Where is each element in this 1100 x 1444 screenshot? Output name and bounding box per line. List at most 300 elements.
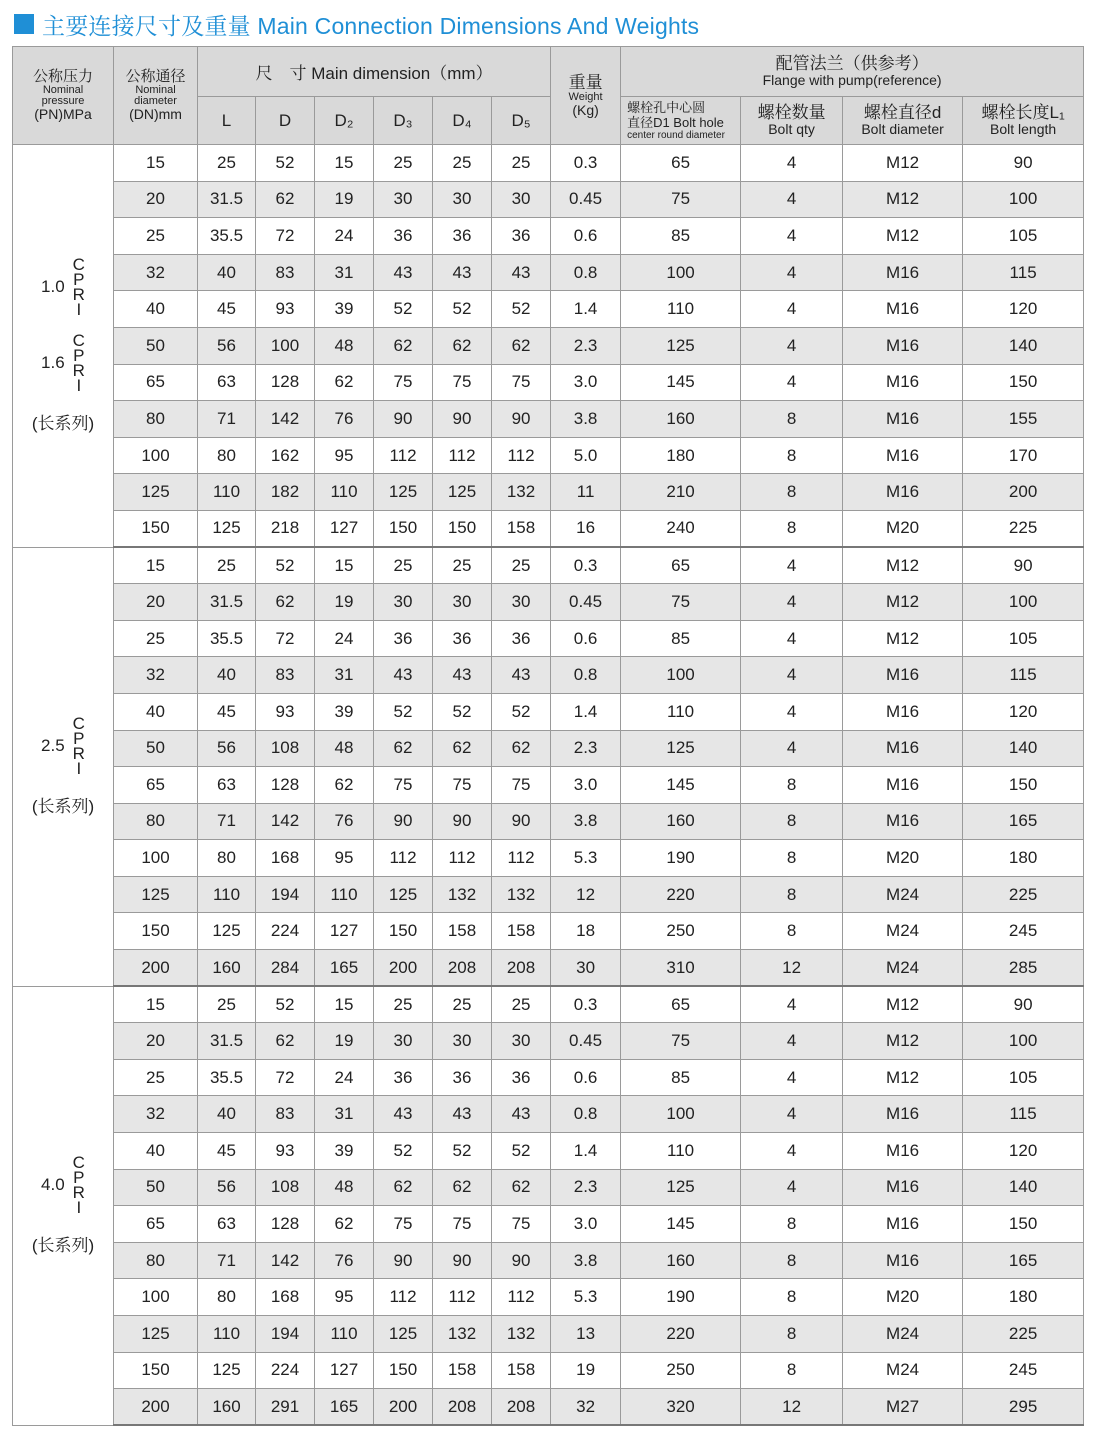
- table-row: [13, 1096, 1084, 1133]
- pressure-code-letter: C: [72, 331, 85, 351]
- table-cell: 3.8: [551, 803, 621, 840]
- table-cell: M16: [843, 767, 963, 804]
- table-cell: 110: [198, 876, 256, 913]
- table-cell: 40: [114, 291, 198, 328]
- table-cell: 110: [315, 1316, 374, 1353]
- table-cell: 4: [741, 584, 843, 621]
- table-cell: 100: [963, 181, 1084, 218]
- table-cell: 158: [492, 1352, 551, 1389]
- pressure-value: 4.0: [41, 1175, 65, 1195]
- table-cell: 284: [256, 950, 315, 987]
- table-cell: 224: [256, 1352, 315, 1389]
- header-boltlen-en: Bolt length: [990, 121, 1057, 137]
- table-cell: 8: [741, 803, 843, 840]
- table-cell: 0.3: [551, 986, 621, 1023]
- header-bolthole-cn1: 螺栓孔中心圆: [627, 100, 706, 115]
- table-cell: 71: [198, 1242, 256, 1279]
- table-row: [13, 401, 1084, 438]
- table-cell: 100: [621, 254, 741, 291]
- table-cell: 19: [315, 181, 374, 218]
- table-cell: 19: [551, 1352, 621, 1389]
- header-bolthole-cn2: 直径D1 Bolt hole: [627, 115, 724, 130]
- pressure-group: [13, 1155, 113, 1256]
- table-cell: M12: [843, 584, 963, 621]
- table-cell: 45: [198, 1133, 256, 1170]
- table-cell: 8: [741, 437, 843, 474]
- table-cell: 52: [374, 693, 433, 730]
- table-cell: 125: [114, 1316, 198, 1353]
- table-cell: 85: [621, 218, 741, 255]
- table-cell: 190: [621, 840, 741, 877]
- table-cell: 85: [621, 620, 741, 657]
- table-cell: 200: [114, 950, 198, 987]
- table-cell: 0.8: [551, 1096, 621, 1133]
- table-cell: 160: [621, 803, 741, 840]
- header-dn-unit: (DN)mm: [129, 106, 182, 122]
- table-cell: 75: [621, 1023, 741, 1060]
- table-cell: M12: [843, 620, 963, 657]
- title-bar: [14, 8, 699, 40]
- table-cell: 25: [198, 986, 256, 1023]
- table-cell: 12: [551, 876, 621, 913]
- table-cell: 52: [433, 291, 492, 328]
- header-pn-en1: Nominal: [42, 84, 84, 96]
- table-cell: 125: [621, 730, 741, 767]
- table-cell: 45: [198, 291, 256, 328]
- table-row: [13, 474, 1084, 511]
- table-cell: 0.3: [551, 145, 621, 182]
- table-cell: 15: [114, 547, 198, 584]
- table-cell: M16: [843, 1169, 963, 1206]
- table-cell: 31: [315, 1096, 374, 1133]
- series-label: (长系列): [31, 1236, 95, 1256]
- table-cell: 225: [963, 1316, 1084, 1353]
- table-cell: 76: [315, 803, 374, 840]
- table-cell: 36: [433, 218, 492, 255]
- header-boltlen-cn: 螺栓长度L₁: [981, 103, 1065, 122]
- table-cell: M16: [843, 291, 963, 328]
- table-cell: 95: [315, 1279, 374, 1316]
- table-cell: 285: [963, 950, 1084, 987]
- table-cell: 85: [621, 1059, 741, 1096]
- pressure-code: [72, 255, 85, 320]
- table-cell: 194: [256, 876, 315, 913]
- table-cell: 225: [963, 876, 1084, 913]
- table-cell: 52: [492, 1133, 551, 1170]
- table-row: [13, 1023, 1084, 1060]
- table-cell: 62: [433, 327, 492, 364]
- table-cell: 40: [114, 1133, 198, 1170]
- table-cell: 115: [963, 254, 1084, 291]
- table-cell: M16: [843, 803, 963, 840]
- table-cell: 0.45: [551, 181, 621, 218]
- table-cell: 62: [492, 1169, 551, 1206]
- table-cell: 4: [741, 181, 843, 218]
- table-cell: 112: [374, 1279, 433, 1316]
- table-cell: 125: [433, 474, 492, 511]
- table-cell: 52: [374, 291, 433, 328]
- table-cell: 2.3: [551, 327, 621, 364]
- table-cell: 160: [621, 1242, 741, 1279]
- table-cell: 80: [198, 840, 256, 877]
- table-cell: 4: [741, 327, 843, 364]
- table-cell: 150: [963, 767, 1084, 804]
- table-cell: 110: [621, 1133, 741, 1170]
- table-cell: 12: [741, 950, 843, 987]
- table-cell: 30: [374, 1023, 433, 1060]
- table-cell: 40: [198, 1096, 256, 1133]
- table-row: [13, 913, 1084, 950]
- table-cell: 90: [433, 401, 492, 438]
- table-body: [13, 145, 1084, 1426]
- table-cell: M12: [843, 1023, 963, 1060]
- header-flange-en: Flange with pump(reference): [762, 72, 942, 88]
- table-cell: 25: [198, 145, 256, 182]
- table-cell: 4: [741, 620, 843, 657]
- table-cell: 43: [492, 657, 551, 694]
- table-cell: 8: [741, 1242, 843, 1279]
- table-cell: M12: [843, 145, 963, 182]
- table-cell: M20: [843, 840, 963, 877]
- table-cell: 35.5: [198, 218, 256, 255]
- table-cell: 80: [114, 1242, 198, 1279]
- header-boltqty-en: Bolt qty: [768, 121, 815, 137]
- table-cell: 71: [198, 401, 256, 438]
- table-cell: 62: [433, 730, 492, 767]
- table-cell: 8: [741, 876, 843, 913]
- table-cell: 158: [433, 913, 492, 950]
- header-flange: [621, 47, 1084, 97]
- table-cell: 36: [492, 218, 551, 255]
- table-cell: 75: [374, 364, 433, 401]
- header-nominal-pressure: [13, 47, 114, 145]
- table-cell: 32: [114, 657, 198, 694]
- table-cell: 25: [114, 620, 198, 657]
- pressure-value: 1.6: [41, 353, 65, 373]
- header-bolt-length: [963, 97, 1084, 145]
- table-row: [13, 1389, 1084, 1426]
- table-cell: 75: [374, 1206, 433, 1243]
- table-cell: 75: [621, 181, 741, 218]
- table-row: [13, 218, 1084, 255]
- table-cell: 36: [433, 620, 492, 657]
- table-cell: 250: [621, 1352, 741, 1389]
- table-cell: 90: [963, 986, 1084, 1023]
- table-cell: 8: [741, 401, 843, 438]
- table-cell: 90: [374, 803, 433, 840]
- pressure-group: [13, 257, 113, 434]
- header-pn-unit: (PN)MPa: [34, 106, 92, 122]
- table-cell: 52: [256, 145, 315, 182]
- table-cell: M24: [843, 876, 963, 913]
- table-cell: 132: [433, 876, 492, 913]
- table-cell: 25: [114, 218, 198, 255]
- pressure-code-letter: P: [73, 270, 85, 290]
- table-cell: 142: [256, 401, 315, 438]
- table-cell: 52: [433, 693, 492, 730]
- table-cell: 50: [114, 730, 198, 767]
- table-cell: 4: [741, 218, 843, 255]
- table-cell: 36: [374, 218, 433, 255]
- table-row: [13, 1206, 1084, 1243]
- table-cell: M20: [843, 510, 963, 547]
- table-cell: M12: [843, 547, 963, 584]
- table-cell: 50: [114, 1169, 198, 1206]
- table-cell: 224: [256, 913, 315, 950]
- pressure-line: [41, 331, 85, 396]
- table-cell: 25: [374, 547, 433, 584]
- table-cell: 30: [492, 1023, 551, 1060]
- table-cell: M16: [843, 1133, 963, 1170]
- table-row: [13, 1133, 1084, 1170]
- table-cell: 20: [114, 181, 198, 218]
- table-row: [13, 1242, 1084, 1279]
- table-row: [13, 1316, 1084, 1353]
- table-cell: 8: [741, 1316, 843, 1353]
- table-cell: 80: [198, 437, 256, 474]
- table-row: [13, 767, 1084, 804]
- table-cell: 250: [621, 913, 741, 950]
- pressure-code-letter: I: [76, 376, 82, 396]
- table-cell: 95: [315, 840, 374, 877]
- table-cell: 150: [114, 510, 198, 547]
- series-label: (长系列): [31, 414, 95, 434]
- header-boltdia-cn: 螺栓直径d: [863, 103, 942, 122]
- table-cell: 36: [492, 620, 551, 657]
- table-cell: 62: [315, 1206, 374, 1243]
- table-cell: 4: [741, 145, 843, 182]
- table-cell: 125: [114, 876, 198, 913]
- table-cell: 168: [256, 1279, 315, 1316]
- table-cell: 165: [315, 1389, 374, 1426]
- table-cell: M16: [843, 364, 963, 401]
- table-cell: 220: [621, 876, 741, 913]
- table-cell: 43: [433, 1096, 492, 1133]
- table-cell: 40: [198, 657, 256, 694]
- table-cell: 63: [198, 1206, 256, 1243]
- table-cell: 0.6: [551, 1059, 621, 1096]
- table-cell: 31.5: [198, 181, 256, 218]
- header-weight: [551, 47, 621, 145]
- table-cell: 100: [114, 840, 198, 877]
- table-cell: 24: [315, 620, 374, 657]
- table-cell: 56: [198, 327, 256, 364]
- table-cell: 62: [492, 730, 551, 767]
- table-cell: M16: [843, 1096, 963, 1133]
- table-cell: 62: [492, 327, 551, 364]
- table-cell: 208: [492, 950, 551, 987]
- table-cell: M16: [843, 327, 963, 364]
- table-cell: M24: [843, 913, 963, 950]
- table-cell: 31.5: [198, 584, 256, 621]
- table-cell: M16: [843, 730, 963, 767]
- table-cell: 200: [374, 1389, 433, 1426]
- table-row: [13, 291, 1084, 328]
- table-cell: 25: [374, 986, 433, 1023]
- table-row: [13, 1352, 1084, 1389]
- table-row: [13, 876, 1084, 913]
- table-cell: 165: [963, 1242, 1084, 1279]
- table-cell: 115: [963, 1096, 1084, 1133]
- table-cell: M24: [843, 950, 963, 987]
- table-cell: 145: [621, 1206, 741, 1243]
- table-cell: 25: [433, 145, 492, 182]
- header-bolt-diameter: [843, 97, 963, 145]
- table-cell: 108: [256, 730, 315, 767]
- header-col-L: L: [198, 97, 256, 145]
- table-cell: 3.8: [551, 401, 621, 438]
- table-cell: 25: [433, 547, 492, 584]
- table-cell: 295: [963, 1389, 1084, 1426]
- table-cell: 32: [114, 254, 198, 291]
- table-cell: 3.0: [551, 364, 621, 401]
- table-cell: 90: [492, 1242, 551, 1279]
- table-cell: 65: [114, 767, 198, 804]
- table-cell: 180: [963, 840, 1084, 877]
- header-col-D5: D₅: [492, 97, 551, 145]
- pressure-line: [41, 1153, 85, 1218]
- header-flange-cn: 配管法兰（供参考）: [775, 54, 929, 73]
- table-cell: 15: [114, 986, 198, 1023]
- table-row: [13, 510, 1084, 547]
- table-cell: 11: [551, 474, 621, 511]
- pressure-line: [41, 714, 85, 779]
- table-cell: 63: [198, 364, 256, 401]
- table-cell: 40: [198, 254, 256, 291]
- table-cell: 190: [621, 1279, 741, 1316]
- table-cell: 127: [315, 913, 374, 950]
- table-cell: 4: [741, 1059, 843, 1096]
- table-cell: 39: [315, 291, 374, 328]
- table-cell: 52: [256, 547, 315, 584]
- table-cell: 8: [741, 1206, 843, 1243]
- table-cell: 110: [315, 474, 374, 511]
- table-cell: 160: [198, 1389, 256, 1426]
- table-cell: 128: [256, 1206, 315, 1243]
- table-cell: 25: [492, 145, 551, 182]
- table-cell: 13: [551, 1316, 621, 1353]
- table-cell: M24: [843, 1316, 963, 1353]
- table-cell: 4: [741, 730, 843, 767]
- table-cell: 75: [492, 364, 551, 401]
- table-cell: 90: [963, 145, 1084, 182]
- table-cell: 3.0: [551, 1206, 621, 1243]
- table-cell: M27: [843, 1389, 963, 1426]
- table-row: [13, 730, 1084, 767]
- pressure-code: [72, 331, 85, 396]
- page-title: 主要连接尺寸及重量 Main Connection Dimensions And Weights: [42, 12, 700, 39]
- table-cell: 140: [963, 730, 1084, 767]
- table-cell: M16: [843, 1242, 963, 1279]
- table-cell: 43: [374, 657, 433, 694]
- table-cell: 150: [374, 1352, 433, 1389]
- table-cell: 150: [433, 510, 492, 547]
- table-cell: M16: [843, 401, 963, 438]
- table-cell: 165: [315, 950, 374, 987]
- table-cell: 120: [963, 291, 1084, 328]
- pressure-value: 1.0: [41, 277, 65, 297]
- table-cell: M16: [843, 254, 963, 291]
- header-col-D2: D₂: [315, 97, 374, 145]
- table-cell: 75: [621, 584, 741, 621]
- table-cell: 15: [315, 986, 374, 1023]
- table-cell: 200: [963, 474, 1084, 511]
- table-cell: 62: [256, 181, 315, 218]
- table-cell: 142: [256, 803, 315, 840]
- table-cell: 45: [198, 693, 256, 730]
- table-cell: 75: [374, 767, 433, 804]
- pressure-code-letter: P: [73, 346, 85, 366]
- table-cell: 1.4: [551, 1133, 621, 1170]
- pressure-code-letter: R: [72, 744, 85, 764]
- table-row: [13, 584, 1084, 621]
- table-cell: 140: [963, 1169, 1084, 1206]
- table-cell: 180: [621, 437, 741, 474]
- table-cell: 83: [256, 1096, 315, 1133]
- table-cell: 145: [621, 364, 741, 401]
- table-cell: 245: [963, 1352, 1084, 1389]
- table-cell: 145: [621, 767, 741, 804]
- table-cell: 90: [374, 401, 433, 438]
- table-cell: 56: [198, 730, 256, 767]
- table-cell: 220: [621, 1316, 741, 1353]
- table-cell: 65: [621, 145, 741, 182]
- table-cell: 150: [963, 1206, 1084, 1243]
- table-cell: 75: [433, 1206, 492, 1243]
- table-cell: 0.6: [551, 620, 621, 657]
- table-cell: 36: [374, 1059, 433, 1096]
- table-cell: 162: [256, 437, 315, 474]
- table-cell: 48: [315, 1169, 374, 1206]
- table-cell: 30: [374, 584, 433, 621]
- table-cell: 110: [621, 291, 741, 328]
- table-cell: 72: [256, 620, 315, 657]
- table-cell: 90: [433, 1242, 492, 1279]
- table-cell: 72: [256, 218, 315, 255]
- table-cell: 2.3: [551, 1169, 621, 1206]
- table-cell: 0.8: [551, 657, 621, 694]
- header-pn-cn: 公称压力: [32, 68, 93, 85]
- table-cell: 132: [492, 1316, 551, 1353]
- pressure-group-cell: [13, 547, 114, 986]
- table-cell: 43: [433, 657, 492, 694]
- table-cell: 140: [963, 327, 1084, 364]
- table-row: [13, 547, 1084, 584]
- pressure-group: [13, 716, 113, 817]
- table-cell: 43: [374, 1096, 433, 1133]
- table-cell: 25: [114, 1059, 198, 1096]
- table-cell: 65: [114, 1206, 198, 1243]
- table-cell: 112: [492, 437, 551, 474]
- table-cell: 43: [492, 1096, 551, 1133]
- table-cell: 75: [433, 767, 492, 804]
- table-cell: 52: [433, 1133, 492, 1170]
- header-nominal-diameter: [114, 47, 198, 145]
- pressure-code-letter: I: [76, 300, 82, 320]
- pressure-group-cell: [13, 145, 114, 548]
- table-cell: 168: [256, 840, 315, 877]
- table-cell: 128: [256, 364, 315, 401]
- table-cell: 125: [621, 1169, 741, 1206]
- table-cell: 80: [198, 1279, 256, 1316]
- table-cell: M12: [843, 1059, 963, 1096]
- table-cell: 182: [256, 474, 315, 511]
- table-cell: 62: [374, 1169, 433, 1206]
- table-cell: 158: [492, 913, 551, 950]
- table-cell: 4: [741, 547, 843, 584]
- table-cell: 200: [114, 1389, 198, 1426]
- header-bolthole-en: center round diameter: [627, 130, 725, 141]
